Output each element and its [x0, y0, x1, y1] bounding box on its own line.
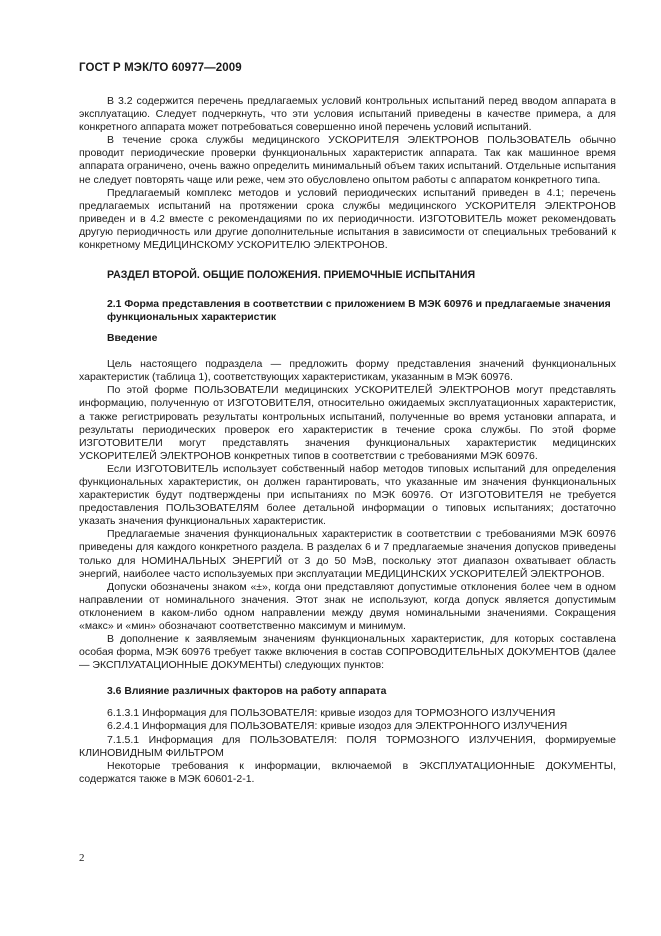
paragraph: Допуски обозначены знаком «±», когда они представляют допустимые отклонения более чем в одном направлении от номинального значения. Этот знак не используют, когда допуск является допустимым отклонением в каком-либо одном направлении между двумя номинальными значениями. Сокращения «макс» и «мин» обозначают соответственно максимум и минимум. [79, 580, 616, 632]
page-number: 2 [79, 852, 85, 864]
document-header: ГОСТ Р МЭК/ТО 60977—2009 [79, 62, 242, 74]
list-item: 7.1.5.1 Информация для ПОЛЬЗОВАТЕЛЯ: ПОЛЯ ТОРМОЗНОГО ИЗЛУЧЕНИЯ, формируемые КЛИНОВИДНЫМ ФИЛЬТРОМ [79, 733, 616, 759]
list-item: 6.2.4.1 Информация для ПОЛЬЗОВАТЕЛЯ: кривые изодоз для ЭЛЕКТРОННОГО ИЗЛУЧЕНИЯ [107, 720, 568, 733]
document-body [79, 95, 616, 786]
subsection-heading-3-6: 3.6 Влияние различных факторов на работу аппарата [107, 686, 387, 698]
subsection-heading: 2.1 Форма представления в соответствии с приложением В МЭК 60976 и предлагаемые значения функциональных характеристик [107, 299, 611, 324]
paragraph: В 3.2 содержится перечень предлагаемых условий контрольных испытаний перед вводом аппарата в эксплуатацию. Следует подчеркнуть, что эти условия испытаний приведены в качестве примера, а для конкретного аппарата может потребоваться совершенно иной перечень условий испытаний. [79, 95, 616, 134]
paragraph: В течение срока службы медицинского УСКОРИТЕЛЯ ЭЛЕКТРОНОВ ПОЛЬЗОВАТЕЛЬ обычно проводит периодические проверки функциональных характеристик аппарата. Так как машинное время аппарата ограничено, очень важно определить минимальный объем таких испытаний. Отдельные испытания не следует повторять чаще или реже, чем это обусловлено опытом работы с аппаратом конкретного типа. [79, 134, 616, 186]
paragraph: Цель настоящего подраздела — предложить форму представления значений функциональных характеристик (таблица 1), соответствующих характеристикам, указанным в МЭК 60976. [79, 358, 616, 384]
paragraph: Если ИЗГОТОВИТЕЛЬ использует собственный набор методов типовых испытаний для определения функциональных характеристик, он должен гарантировать, что указанные им значения функциональных характеристик будут подтверждены при испытаниях по МЭК 60976. От ИЗГОТОВИТЕЛЯ не требуется предоставления ПОЛЬЗОВАТЕЛЯМ более детальной информации о типовых испытаниях; достаточно указать значения функциональных характеристик. [79, 462, 616, 528]
section-heading: РАЗДЕЛ ВТОРОЙ. ОБЩИЕ ПОЛОЖЕНИЯ. ПРИЕМОЧНЫЕ ИСПЫТАНИЯ [107, 269, 476, 282]
paragraph: Предлагаемый комплекс методов и условий периодических испытаний приведен в 4.1; перечень предлагаемых испытаний на протяжении срока службы медицинского УСКОРИТЕЛЯ ЭЛЕКТРОНОВ приведен и в 4.2 вместе с рекомендациями по их периодичности. ИЗГОТОВИТЕЛЬ может рекомендовать другую периодичность или другие дополнительные испытания в зависимости от специальных требований к конкретному МЕДИЦИНСКОМУ УСКОРИТЕЛЮ ЭЛЕКТРОНОВ. [79, 186, 616, 252]
paragraph: Предлагаемые значения функциональных характеристик в соответствии с требованиями МЭК 60976 приведены для каждого конкретного раздела. В разделах 6 и 7 предлагаемые значения допусков приведены только для НОМИНАЛЬНЫХ ЭНЕРГИЙ от 3 до 50 МэВ, поскольку этот диапазон охватывает область энергий, наиболее часто используемых при эксплуатации МЕДИЦИНСКИХ УСКОРИТЕЛЕЙ ЭЛЕКТРОНОВ. [79, 528, 616, 580]
paragraph: В дополнение к заявляемым значениям функциональных характеристик, для которых составлена особая форма, МЭК 60976 требует также включения в состав СОПРОВОДИТЕЛЬНЫХ ДОКУМЕНТОВ (далее — ЭКСПЛУАТАЦИОННЫЕ ДОКУМЕНТЫ) следующих пунктов: [79, 633, 616, 672]
paragraph: По этой форме ПОЛЬЗОВАТЕЛИ медицинских УСКОРИТЕЛЕЙ ЭЛЕКТРОНОВ могут представлять информацию, полученную от ИЗГОТОВИТЕЛЯ, относительно ожидаемых эксплуатационных характеристик, а также регистрировать результаты контрольных испытаний, полученные во время установки аппарата, и результаты периодических проверок его характеристик в течение срока службы. По этой форме ИЗГОТОВИТЕЛИ могут представлять значения функциональных характеристик медицинских УСКОРИТЕЛЕЙ ЭЛЕКТРОНОВ конкретных типов в соответствии с требованиями МЭК 60976. [79, 384, 616, 462]
intro-heading: Введение [107, 333, 158, 345]
paragraph: Некоторые требования к информации, включаемой в ЭКСПЛУАТАЦИОННЫЕ ДОКУМЕНТЫ, содержатся также в МЭК 60601-2-1. [79, 759, 616, 785]
list-item: 6.1.3.1 Информация для ПОЛЬЗОВАТЕЛЯ: кривые изодоз для ТОРМОЗНОГО ИЗЛУЧЕНИЯ [107, 707, 556, 720]
